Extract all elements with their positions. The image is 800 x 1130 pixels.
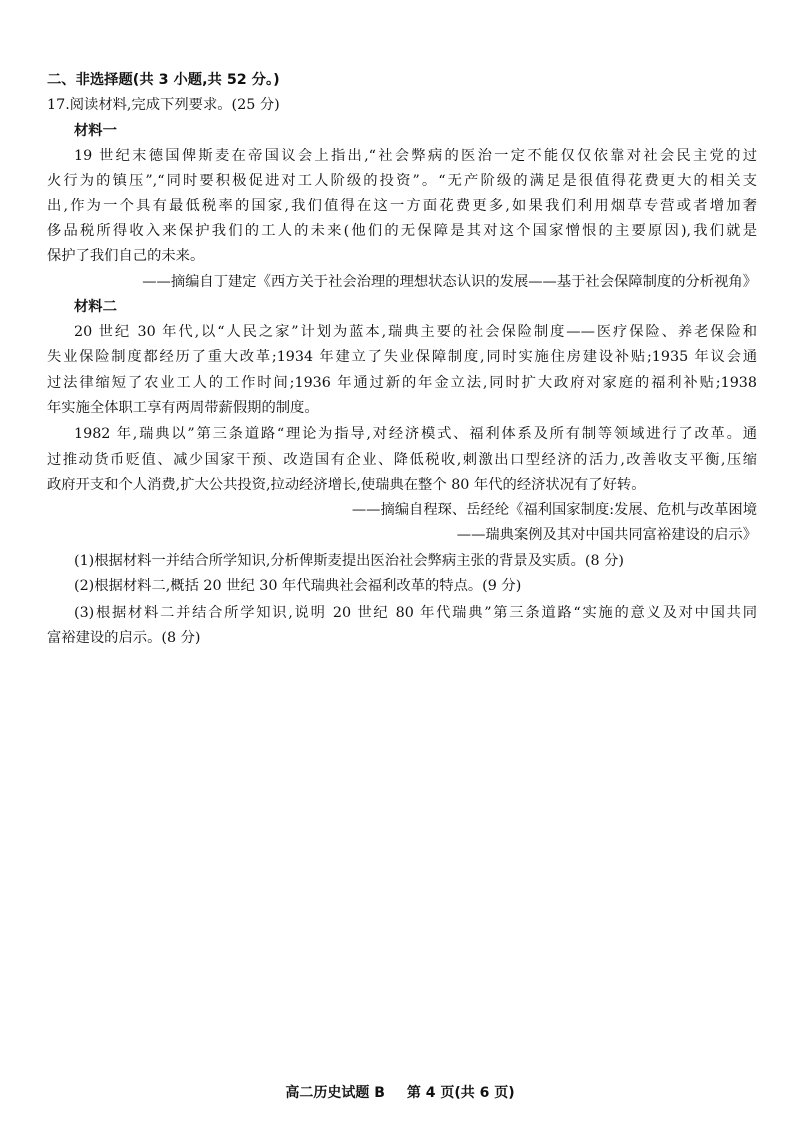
material-1-line: 19 世纪末德国俾斯麦在帝国议会上指出,“社会弊病的医治一定不能仅仅依靠对社会民主党的过 xyxy=(74,148,757,164)
question-17-prompt: 17.阅读材料,完成下列要求。(25 分) xyxy=(47,97,280,113)
exam-title: 高二历史试题 B xyxy=(285,1085,385,1101)
material-2-para2-line: 1982 年,瑞典以”第三条道路“理论为指导,对经济模式、福利体系及所有制等领域进行了改革。通 xyxy=(74,426,757,442)
material-2-label: 材料二 xyxy=(74,299,117,315)
material-1-line: 侈品税所得收入来保护我们的工人的未来(他们的无保障是其对这个国家憎恨的主要原因),我们就是 xyxy=(47,223,757,239)
material-2-para2-line: 政府开支和个人消费,扩大公共投资,拉动经济增长,使瑞典在整个 80 年代的经济状况有了好转。 xyxy=(47,477,646,493)
sub-question-3-continued: 富裕建设的启示。(8 分) xyxy=(47,630,201,646)
material-1-line: 保护了我们自己的未来。 xyxy=(47,248,205,264)
material-2-para1-line: 失业保险制度都经历了重大改革;1934 年建立了失业保障制度,同时实施住房建设补贴;1935 年议会通 xyxy=(47,349,757,365)
section-heading: 二、非选择题(共 3 小题,共 52 分。) xyxy=(47,72,280,88)
sub-question-3: (3)根据材料二并结合所学知识,说明 20 世纪 80 年代瑞典”第三条道路“实施的意义及对中国共同 xyxy=(74,605,757,621)
material-1-line: 火行为的镇压”,“同时要积极促进对工人阶级的投资”。“无产阶级的满足是很值得花费更大的相关支 xyxy=(47,173,757,189)
page-footer xyxy=(0,1082,800,1102)
material-2-source-line1: ——摘编自程琛、岳经纶《福利国家制度:发展、危机与改革困境 xyxy=(351,502,757,518)
material-1-label: 材料一 xyxy=(74,123,117,139)
sub-question-1: (1)根据材料一并结合所学知识,分析俾斯麦提出医治社会弊病主张的背景及实质。(8 分) xyxy=(74,553,624,569)
material-2-source-line2: ——瑞典案例及其对中国共同富裕建设的启示》 xyxy=(456,527,757,543)
sub-question-2: (2)根据材料二,概括 20 世纪 30 年代瑞典社会福利改革的特点。(9 分) xyxy=(74,578,522,594)
material-2-para2-line: 过推动货币贬值、减少国家干预、改造国有企业、降低税收,刺激出口型经济的活力,改善收支平衡,压缩 xyxy=(47,452,757,468)
material-2-para1-line: 过法律缩短了农业工人的工作时间;1936 年通过新的年金立法,同时扩大政府对家庭的福利补贴;1938 xyxy=(47,375,757,391)
material-2-para1-line: 20 世纪 30 年代,以“人民之家”计划为蓝本,瑞典主要的社会保险制度——医疗保险、养老保险和 xyxy=(74,324,757,340)
material-1-source: ——摘编自丁建定《西方关于社会治理的理想状态认识的发展——基于社会保障制度的分析视角》 xyxy=(142,274,757,290)
page-number: 第 4 页(共 6 页) xyxy=(406,1085,515,1101)
material-1-line: 出,作为一个具有最低税率的国家,我们值得在这一方面花费更多,如果我们利用烟草专营或者增加奢 xyxy=(47,198,757,214)
material-2-para1-line: 年实施全体职工享有两周带薪假期的制度。 xyxy=(47,400,319,416)
